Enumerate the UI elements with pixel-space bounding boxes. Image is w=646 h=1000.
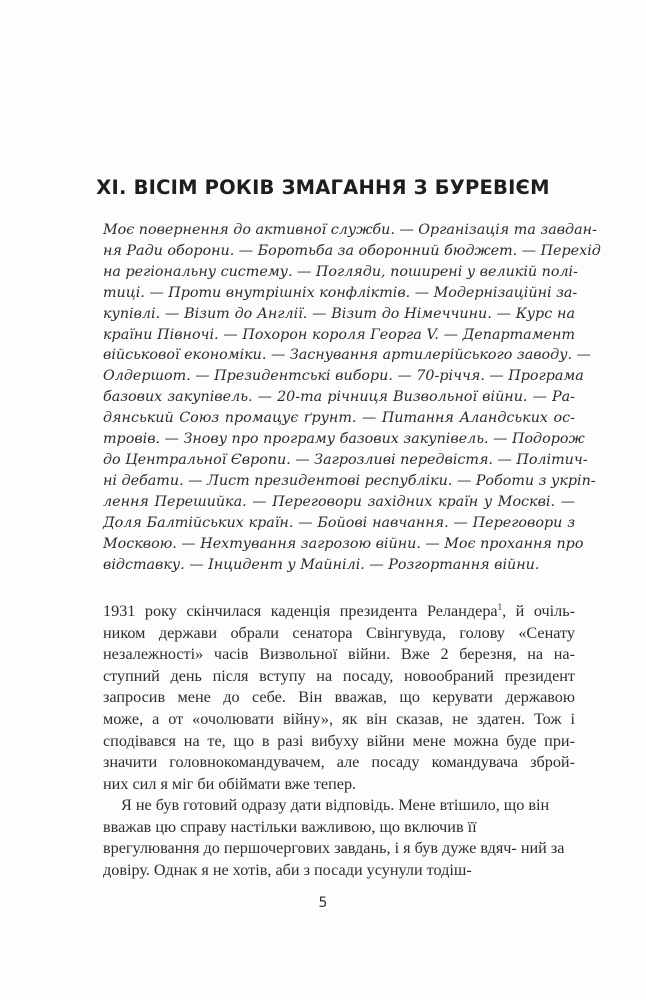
chapter-synopsis (103, 220, 601, 575)
synopsis-line: Моє повернення до активної служби. — Організація та завдан- (103, 222, 597, 238)
paragraph-line: врегулювання до першочергових завдань, і я був дуже вдяч- (103, 839, 517, 858)
synopsis-line: країни Півночі. — Похорон короля Георга V. — Департамент (103, 326, 575, 343)
paragraph-line: Я не був готовий одразу дати відповідь. Мене втішило, що (121, 796, 525, 814)
paragraph-line: незалежності» часів Визвольної війни. Вже 2 березня, на на- (103, 645, 575, 664)
synopsis-line: Олдершот. — Президентські вибори. — 70-річчя. — Програма (103, 368, 584, 385)
synopsis-line: ні дебати. — Лист президентові республіки. — Роботи з укріп- (103, 472, 596, 489)
paragraph-1 (103, 601, 575, 795)
synopsis-line: Москвою. — Нехтування загрозою війни. — Моє прохання про (103, 535, 584, 552)
synopsis-line: ня Ради оборони. — Боротьба за оборонний бюджет. — Перехід (103, 242, 601, 259)
synopsis-line: до Центральної Європи. — Загрозливі передвістя. — Політич- (103, 451, 588, 468)
page-number: 5 (318, 895, 328, 911)
chapter-title: XI. ВІСІМ РОКІВ ЗМАГАННЯ З БУРЕВІЄМ (96, 176, 550, 199)
paragraph-line: він вважав цю справу настільки важливою, що включив її (103, 796, 550, 836)
synopsis-line: на регіональну систему. — Погляди, поширені у великій полі- (103, 263, 578, 280)
synopsis-line: дянський Союз промацує ґрунт. — Питання Аландських ос- (103, 410, 575, 427)
paragraph-line: сподівався на те, що в разі вибуху війни мене можна буде при- (103, 731, 575, 750)
synopsis-line: військової економіки. — Заснування артилерійського заводу. — (103, 347, 591, 364)
synopsis-line: лення Перешийка. — Переговори західних країн у Москві. — (103, 493, 575, 510)
paragraph-2 (103, 795, 575, 881)
paragraph-line: може, а от «очолювати війну», як він сказав, не здатен. Тож і (103, 709, 575, 728)
paragraph-text: 1931 року скінчилася каденція президента Реландера (103, 602, 498, 620)
footnote-marker[interactable]: 1 (497, 602, 503, 612)
paragraph-line: ступний день після вступу на посаду, новообраний президент (103, 666, 575, 685)
paragraph-line: них сил я міг би обіймати вже тепер. (103, 774, 357, 793)
synopsis-line: купівлі. — Візит до Англії. — Візит до Німеччини. — Курс на (103, 305, 575, 322)
synopsis-line: тиці. — Проти внутрішніх конфліктів. — Модернізаційні за- (103, 284, 578, 301)
paragraph-line: значити головнокомандувачем, але посаду командувача зброй- (103, 753, 575, 772)
synopsis-line: відставку. — Інцидент у Майнілі. — Розгортання війни. (103, 556, 540, 573)
paragraph-line (103, 601, 575, 623)
paragraph-line: запросив мене до себе. Він вважав, що керувати державою (103, 688, 575, 707)
paragraph-line: ний за довіру. Однак я не хотів, аби з посади усунули тодіш- (103, 839, 565, 879)
synopsis-line: базових закупівель. — 20-та річниця Визвольної війни. — Ра- (103, 389, 575, 406)
paragraph-text: , й очіль- (502, 602, 576, 620)
synopsis-line: Доля Балтійських країн. — Бойові навчання. — Переговори з (103, 514, 575, 531)
paragraph-line: ником держави обрали сенатора Свінгувуда, голову «Сенату (103, 623, 575, 642)
synopsis-line: тровів. — Знову про програму базових закупівель. — Подорож (103, 431, 585, 448)
